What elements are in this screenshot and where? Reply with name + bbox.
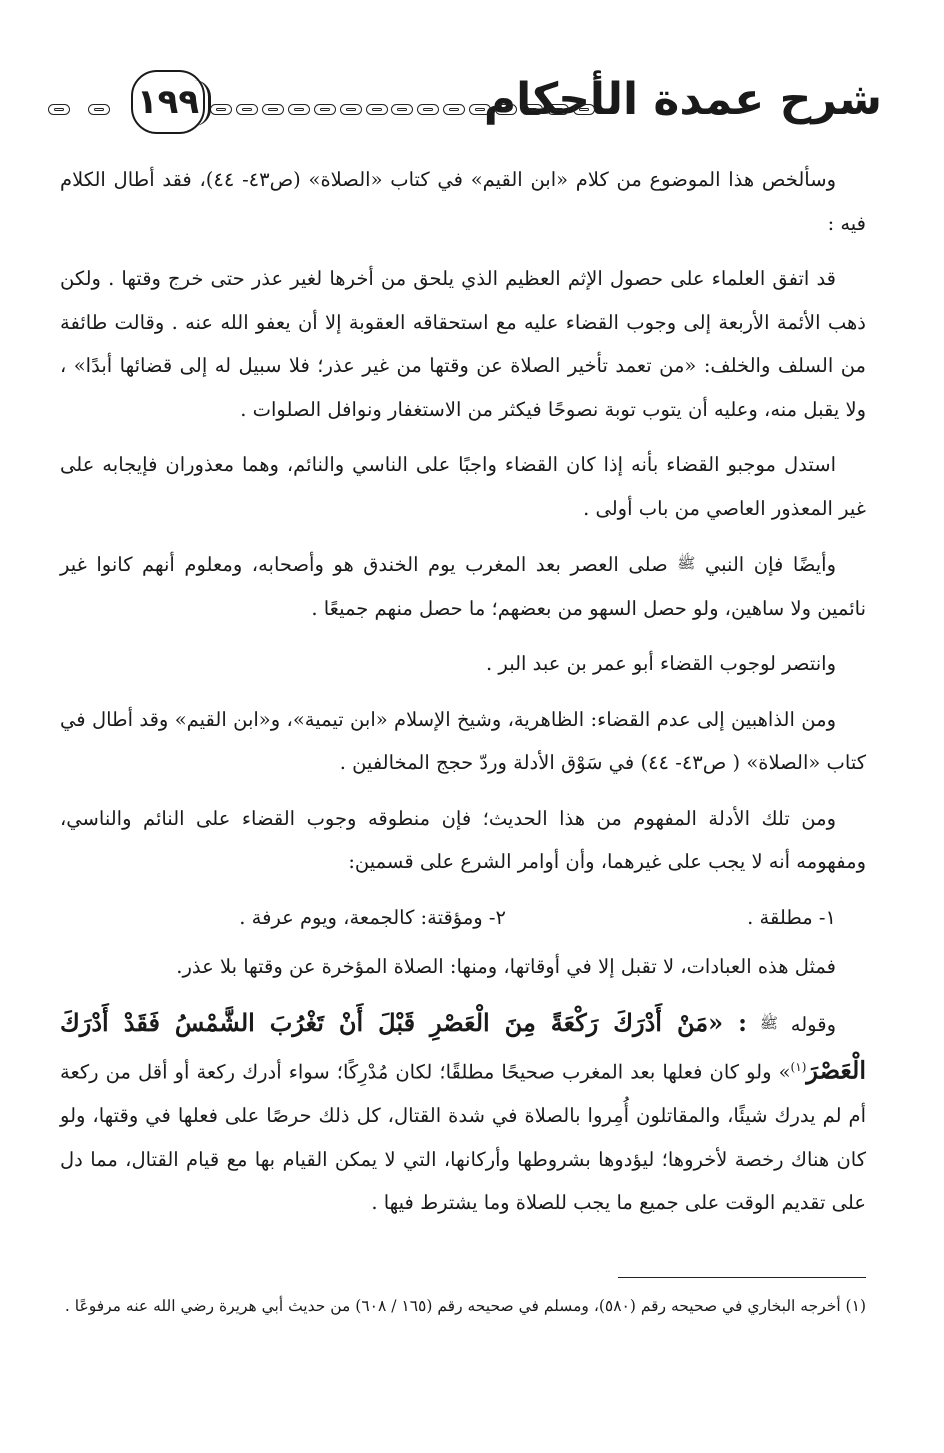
hadith-quote: : «مَنْ أَدْرَكَ رَكْعَةً مِنَ الْعَصْرِ قَبْلَ أَنْ تَغْرُبَ الشَّمْسُ فَقَدْ أَدْرَكَ الْعَصْرَ (60, 1007, 866, 1085)
main-text (60, 158, 866, 1237)
ornament-icon (210, 104, 232, 115)
book-title: شرح عمدة الأحكام (483, 74, 882, 125)
paragraph: قد اتفق العلماء على حصول الإثم العظيم الذي يلحق من أخرها لغير عذر حتى خرج وقتها . ولكن ذهب الأئمة الأربعة إلى وجوب القضاء عليه مع استحقاقه العقوبة إلا أن يعفو الله عنه . وقالت طائفة من السلف والخلف: «من تعمد تأخير الصلاة عن وقتها من غير عذر؛ فلا سبيل له إلى قضائها أبدًا» ، ولا يقبل منه، وعليه أن يتوب توبة نصوحًا فيكثر من الاستغفار ونوافل الصلوات . (60, 267, 866, 421)
paragraph (60, 1001, 866, 1225)
ornament-icon (236, 104, 258, 115)
ornament-icon (314, 104, 336, 115)
ornament-icon (88, 104, 110, 115)
footnote-divider (618, 1277, 866, 1278)
list-item: ١- مطلقة . (747, 905, 836, 929)
salutation-glyph: ﷺ (759, 1013, 778, 1032)
paragraph: وسألخص هذا الموضوع من كلام «ابن القيم» في كتاب «الصلاة» (ص٤٣- ٤٤)، فقد أطال الكلام فيه : (60, 168, 866, 235)
footnote-ref: (١) (790, 1060, 807, 1074)
ornament-border-left (48, 96, 110, 122)
footnote: (١) أخرجه البخاري في صحيحه رقم (٥٨٠)، ومسلم في صحيحه رقم (١٦٥ / ٦٠٨) من حديث أبي هريرة رضي الله عنه مرفوعًا . (64, 1297, 866, 1315)
paragraph: ومن تلك الأدلة المفهوم من هذا الحديث؛ فإن منطوقه وجوب القضاء على النائم والناسي، ومفهومه أنه لا يجب على غيرهما، وأن أوامر الشرع على قسمين: (60, 806, 866, 873)
page-header (0, 0, 944, 150)
paragraph: استدل موجبو القضاء بأنه إذا كان القضاء واجبًا على الناسي والنائم، وهما معذوران فإيجابه على غير المعذور العاصي من باب أولى . (60, 453, 866, 520)
paragraph-text: صلى العصر بعد المغرب يوم الخندق هو وأصحابه، ومعلوم أنهم كانوا غير نائمين ولا ساهين، ولو حصل السهو من بعضهم؛ ما حصل منهم جميعًا . (60, 553, 866, 620)
paragraph-text: » ولو كان فعلها بعد المغرب صحيحًا مطلقًا؛ لكان مُدْرِكًا؛ سواء أدرك ركعة أو أقل من ركعة أم لم يدرك شيئًا، والمقاتلون أُمِروا بالصلاة في شدة القتال، كل ذلك حرصًا على فعلها في وقتها، ولو كان هناك رخصة لأخروها؛ ليؤدوها بشروطها وأركانها، التي لا يمكن القيام بها مع قيام القتال، مما دل على تقديم الوقت على جميع ما يجب للصلاة وما يشترط فيها . (60, 1060, 866, 1214)
ornament-icon (521, 104, 543, 115)
paragraph: فمثل هذه العبادات، لا تقبل إلا في أوقاتها، ومنها: الصلاة المؤخرة عن وقتها بلا عذر. (176, 955, 836, 978)
ornament-icon (262, 104, 284, 115)
ornament-icon (495, 104, 517, 115)
list-item: ٢- ومؤقتة: كالجمعة، ويوم عرفة . (239, 905, 506, 929)
ornament-icon (443, 104, 465, 115)
page-number: ١٩٩ (131, 70, 205, 134)
ornament-icon (469, 104, 491, 115)
paragraph (60, 542, 866, 630)
salutation-glyph: ﷺ (677, 554, 696, 572)
paragraph-text: وقوله (790, 1012, 836, 1036)
paragraph-text: وأيضًا فإن النبي (704, 553, 836, 576)
ornament-border (210, 96, 595, 122)
ornament-icon (288, 104, 310, 115)
ornament-icon (573, 104, 595, 115)
ornament-icon (417, 104, 439, 115)
ornament-icon (366, 104, 388, 115)
paragraph: ومن الذاهبين إلى عدم القضاء: الظاهرية، وشيخ الإسلام «ابن تيمية»، و«ابن القيم» وقد أطال في كتاب «الصلاة» ( ص٤٣- ٤٤) في سَوْق الأدلة وردّ حجج المخالفين . (60, 707, 866, 774)
list (60, 896, 866, 940)
ornament-icon (48, 104, 70, 115)
ornament-icon (340, 104, 362, 115)
ornament-icon (391, 104, 413, 115)
paragraph: وانتصر لوجوب القضاء أبو عمر بن عبد البر . (486, 652, 836, 675)
ornament-icon (547, 104, 569, 115)
